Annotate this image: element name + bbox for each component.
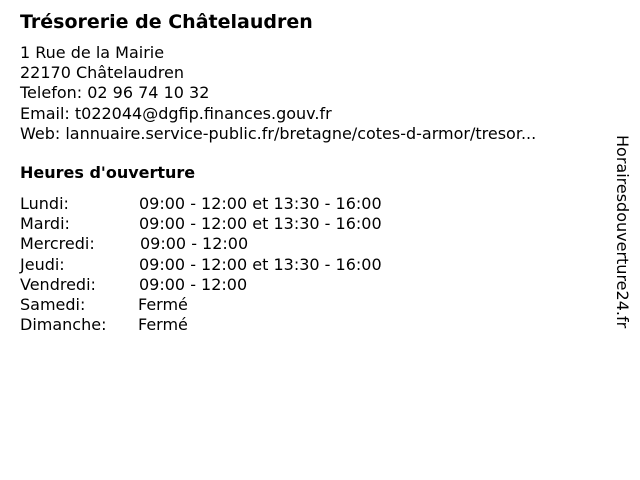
day-label: Vendredi: — [20, 274, 96, 294]
phone-number: Telefon: 02 96 74 10 32 — [20, 83, 210, 103]
day-hours: Fermé — [138, 315, 188, 335]
day-hours: 09:00 - 12:00 — [139, 274, 248, 294]
day-hours: 09:00 - 12:00 et 13:30 - 16:00 — [139, 214, 382, 234]
city-postcode: 22170 Châtelaudren — [20, 63, 184, 83]
day-hours: 09:00 - 12:00 et 13:30 - 16:00 — [139, 254, 382, 274]
day-label: Mercredi: — [20, 234, 95, 254]
day-hours: 09:00 - 12:00 et 13:30 - 16:00 — [139, 194, 382, 213]
day-hours: 09:00 - 12:00 — [140, 234, 249, 254]
day-hours: Fermé — [138, 294, 188, 314]
day-label: Lundi: — [20, 194, 69, 213]
website-link: Web: lannuaire.service-public.fr/bretagne/cotes-d-armor/tresor... — [20, 123, 537, 143]
street-address: 1 Rue de la Mairie — [20, 43, 165, 62]
day-label: Mardi: — [20, 214, 70, 234]
opening-hours-heading: Heures d'ouverture — [20, 163, 196, 182]
contact-info — [20, 43, 536, 144]
day-label: Dimanche: — [20, 315, 107, 335]
day-label: Jeudi: — [20, 254, 65, 274]
site-watermark: Horairesdouverture24.fr — [613, 135, 632, 329]
email-address: Email: t022044@dgfip.finances.gouv.fr — [20, 103, 332, 123]
day-label: Samedi: — [20, 294, 86, 314]
page-title: Trésorerie de Châtelaudren — [20, 11, 313, 33]
